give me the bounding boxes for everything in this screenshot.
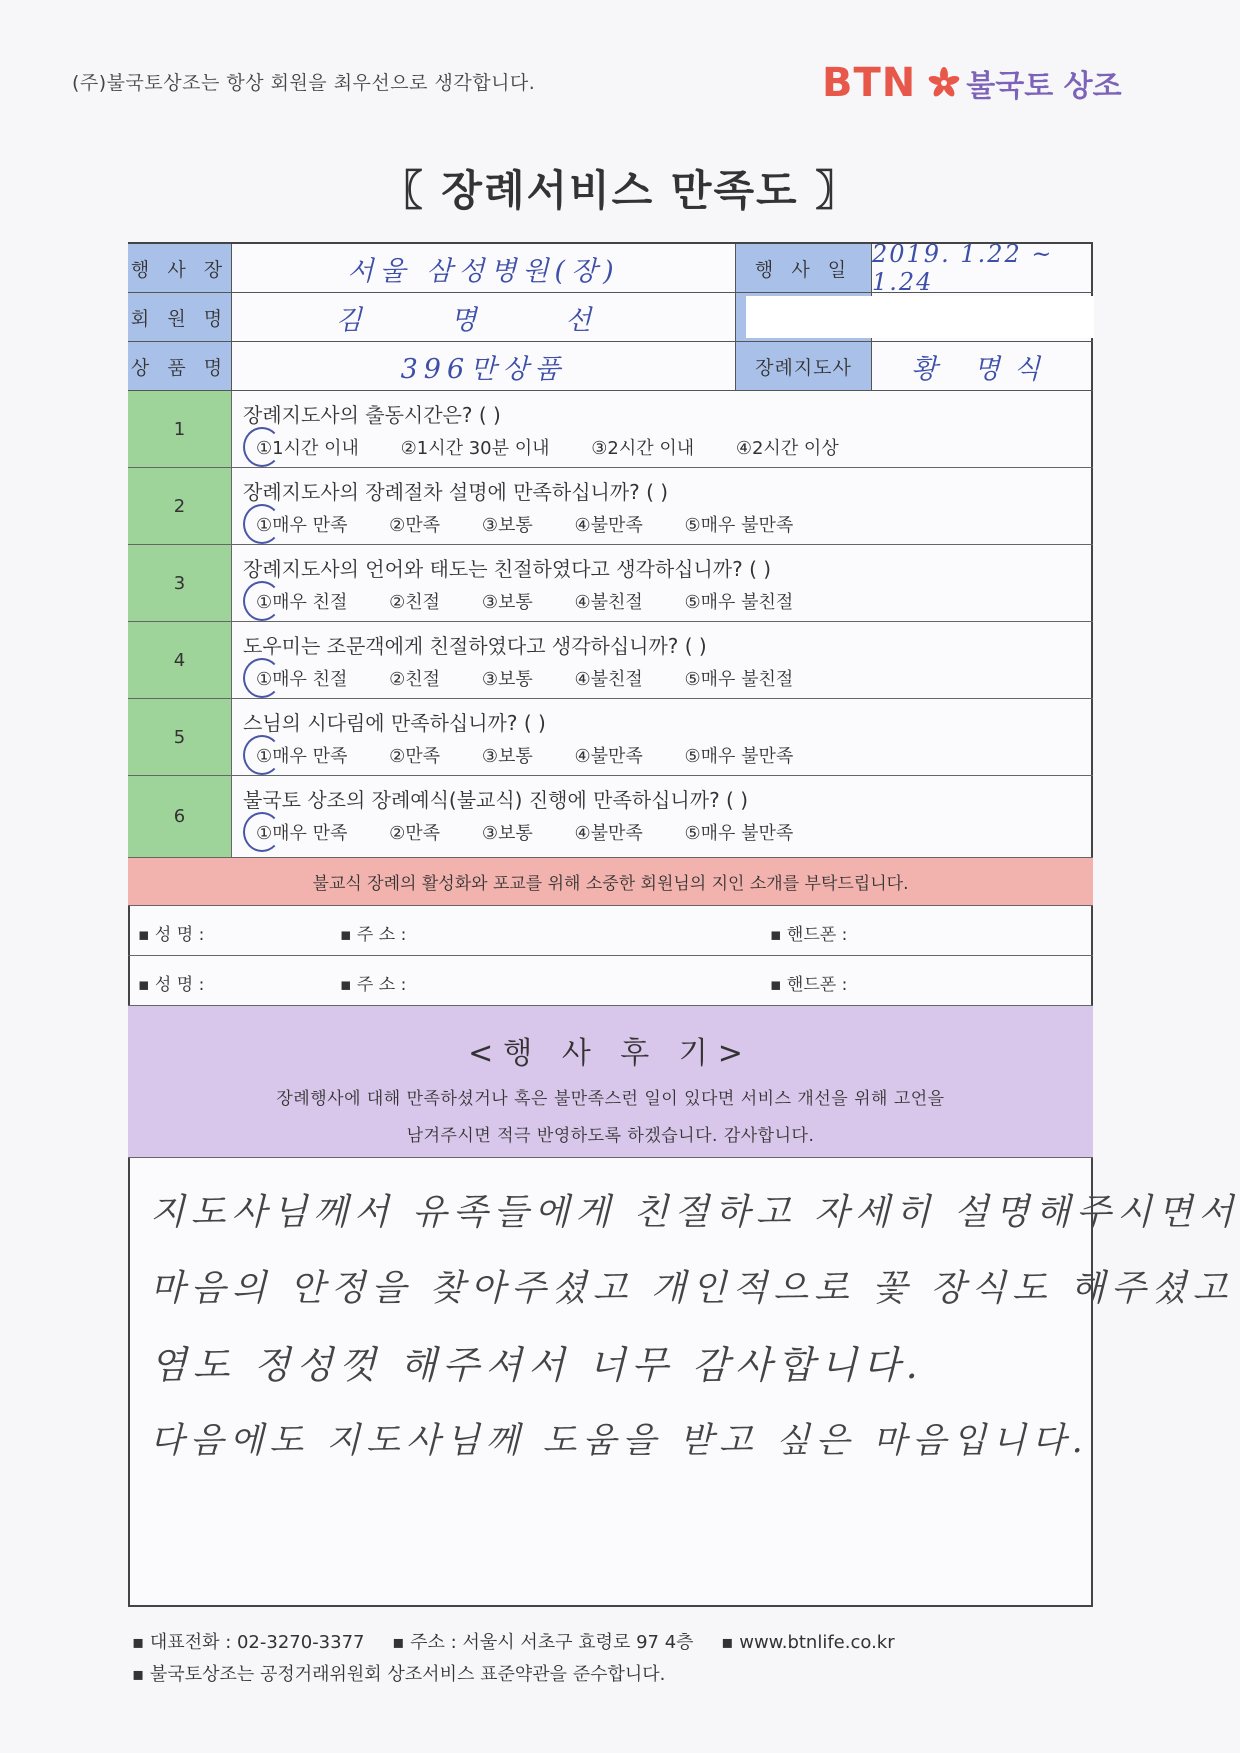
- answer-option[interactable]: ③보통: [481, 746, 533, 767]
- member-label: 회 원 명: [128, 293, 232, 342]
- review-instruction-1: 장례행사에 대해 만족하셨거나 혹은 불만족스런 일이 있다면 서비스 개선을 위해 고언을: [276, 1089, 945, 1109]
- review-line: 다음에도 지도사님께 도움을 받고 싶은 마음입니다.: [150, 1421, 1089, 1461]
- venue-value: 서울 삼성병원(장): [232, 244, 736, 293]
- answer-option[interactable]: ①매우 만족: [256, 823, 348, 844]
- answer-option[interactable]: ②친절: [389, 669, 441, 690]
- footer-phone: ▪ 대표전화 : 02-3270-3377: [132, 1632, 365, 1653]
- footer-website[interactable]: ▪ www.btnlife.co.kr: [721, 1632, 895, 1653]
- logo-brand: BTN: [822, 60, 917, 106]
- product-label: 상 품 명: [128, 342, 232, 391]
- question-text: 불국토 상조의 장례예식(불교식) 진행에 만족하십니까? ( ): [243, 788, 749, 812]
- answer-option[interactable]: ⑤매우 불만족: [684, 515, 794, 536]
- referral-name-label: ▪ 성 명 :: [138, 975, 205, 995]
- answer-option[interactable]: ①매우 만족: [256, 515, 348, 536]
- redacted-phone: [746, 296, 1094, 338]
- member-value: 김 명 선: [232, 293, 736, 342]
- answer-option[interactable]: ④불만족: [574, 823, 643, 844]
- answer-option[interactable]: ④불만족: [574, 515, 643, 536]
- answer-option[interactable]: ⑤매우 불만족: [684, 823, 794, 844]
- referral-row: [128, 956, 1093, 1006]
- answer-options: [256, 742, 829, 768]
- question-text: 장례지도사의 장례절차 설명에 만족하십니까? ( ): [243, 480, 669, 504]
- answer-options: [256, 511, 829, 537]
- answer-option[interactable]: ②만족: [389, 823, 441, 844]
- question-row: [128, 699, 1093, 776]
- question-number: 3: [128, 545, 232, 621]
- answer-option[interactable]: ④불만족: [574, 746, 643, 767]
- page-title: 〖 장례서비스 만족도 〗: [380, 166, 860, 215]
- question-number: 6: [128, 776, 232, 857]
- review-line: 염도 정성껏 해주셔서 너무 감사합니다.: [150, 1343, 924, 1387]
- logo-name: 불국토 상조: [966, 69, 1122, 104]
- referral-address-label: ▪ 주 소 :: [340, 925, 407, 945]
- question-row: [128, 391, 1093, 468]
- referral-address-label: ▪ 주 소 :: [340, 975, 407, 995]
- review-header: [128, 1006, 1093, 1158]
- question-number: 4: [128, 622, 232, 698]
- question-text: 장례지도사의 언어와 태도는 친절하였다고 생각하십니까? ( ): [243, 557, 772, 581]
- answer-options: [256, 819, 829, 845]
- review-line: 마음의 안정을 찾아주셨고 개인적으로 꽃 장식도 해주셨고: [150, 1268, 1234, 1309]
- handwritten-review: [150, 1175, 1240, 1479]
- venue-label: 행 사 장: [128, 244, 232, 293]
- answer-option[interactable]: ③보통: [481, 515, 533, 536]
- referral-notice: 불교식 장례의 활성화와 포교를 위해 소중한 회원님의 지인 소개를 부탁드립니다.: [128, 858, 1093, 906]
- question-row: [128, 622, 1093, 699]
- answer-options: [256, 434, 875, 460]
- footer-notice: ▪ 불국토상조는 공정거래위원회 상조서비스 표준약관을 준수합니다.: [132, 1664, 666, 1685]
- review-title: <행 사 후 기>: [468, 1036, 753, 1071]
- question-text: 도우미는 조문객에게 친절하였다고 생각하십니까? ( ): [243, 634, 707, 658]
- product-value: 396만상품: [232, 342, 736, 391]
- director-value: 황 명식: [872, 342, 1093, 391]
- answer-options: [256, 665, 829, 691]
- director-label: 장례지도사: [736, 342, 872, 391]
- info-row-venue: [128, 240, 1093, 296]
- question-row: [128, 545, 1093, 622]
- answer-option[interactable]: ③보통: [481, 592, 533, 613]
- referral-phone-label: ▪ 핸드폰 :: [770, 975, 848, 995]
- answer-option[interactable]: ⑤매우 불친절: [684, 592, 794, 613]
- question-number: 2: [128, 468, 232, 544]
- review-instruction-2: 남겨주시면 적극 반영하도록 하겠습니다. 감사합니다.: [406, 1126, 815, 1146]
- header-motto: (주)불국토상조는 항상 회원을 최우선으로 생각합니다.: [72, 72, 536, 94]
- answer-option[interactable]: ②1시간 30분 이내: [400, 438, 550, 459]
- answer-option[interactable]: ②만족: [389, 515, 441, 536]
- answer-options: [256, 588, 829, 614]
- referral-row: [128, 906, 1093, 956]
- company-logo: [822, 58, 1122, 108]
- answer-option[interactable]: ⑤매우 불만족: [684, 746, 794, 767]
- referral-name-label: ▪ 성 명 :: [138, 925, 205, 945]
- answer-option[interactable]: ①1시간 이내: [256, 438, 359, 459]
- referral-phone-label: ▪ 핸드폰 :: [770, 925, 848, 945]
- question-row: [128, 468, 1093, 545]
- question-text: 스님의 시다림에 만족하십니까? ( ): [243, 711, 546, 735]
- footer-address: ▪ 주소 : 서울시 서초구 효령로 97 4층: [392, 1632, 694, 1653]
- answer-option[interactable]: ②친절: [389, 592, 441, 613]
- answer-option[interactable]: ①매우 친절: [256, 592, 348, 613]
- footer-contact: [132, 1628, 917, 1654]
- answer-option[interactable]: ②만족: [389, 746, 441, 767]
- answer-option[interactable]: ④2시간 이상: [735, 438, 839, 459]
- answer-option[interactable]: ①매우 친절: [256, 669, 348, 690]
- question-text: 장례지도사의 출동시간은? ( ): [243, 403, 501, 427]
- date-label: 행 사 일: [736, 244, 872, 293]
- answer-option[interactable]: ④불친절: [574, 592, 643, 613]
- info-row-product: [128, 342, 1093, 391]
- answer-option[interactable]: ③보통: [481, 669, 533, 690]
- question-number: 1: [128, 391, 232, 467]
- question-row: [128, 776, 1093, 858]
- answer-option[interactable]: ③2시간 이내: [591, 438, 695, 459]
- lotus-flower-icon: [926, 65, 962, 101]
- answer-option[interactable]: ④불친절: [574, 669, 643, 690]
- question-number: 5: [128, 699, 232, 775]
- answer-option[interactable]: ①매우 만족: [256, 746, 348, 767]
- answer-option[interactable]: ⑤매우 불친절: [684, 669, 794, 690]
- answer-option[interactable]: ③보통: [481, 823, 533, 844]
- date-value: 2019. 1.22 ~ 1.24: [872, 244, 1093, 293]
- review-line: 지도사님께서 유족들에게 친절하고 자세히 설명해주시면서: [150, 1192, 1240, 1233]
